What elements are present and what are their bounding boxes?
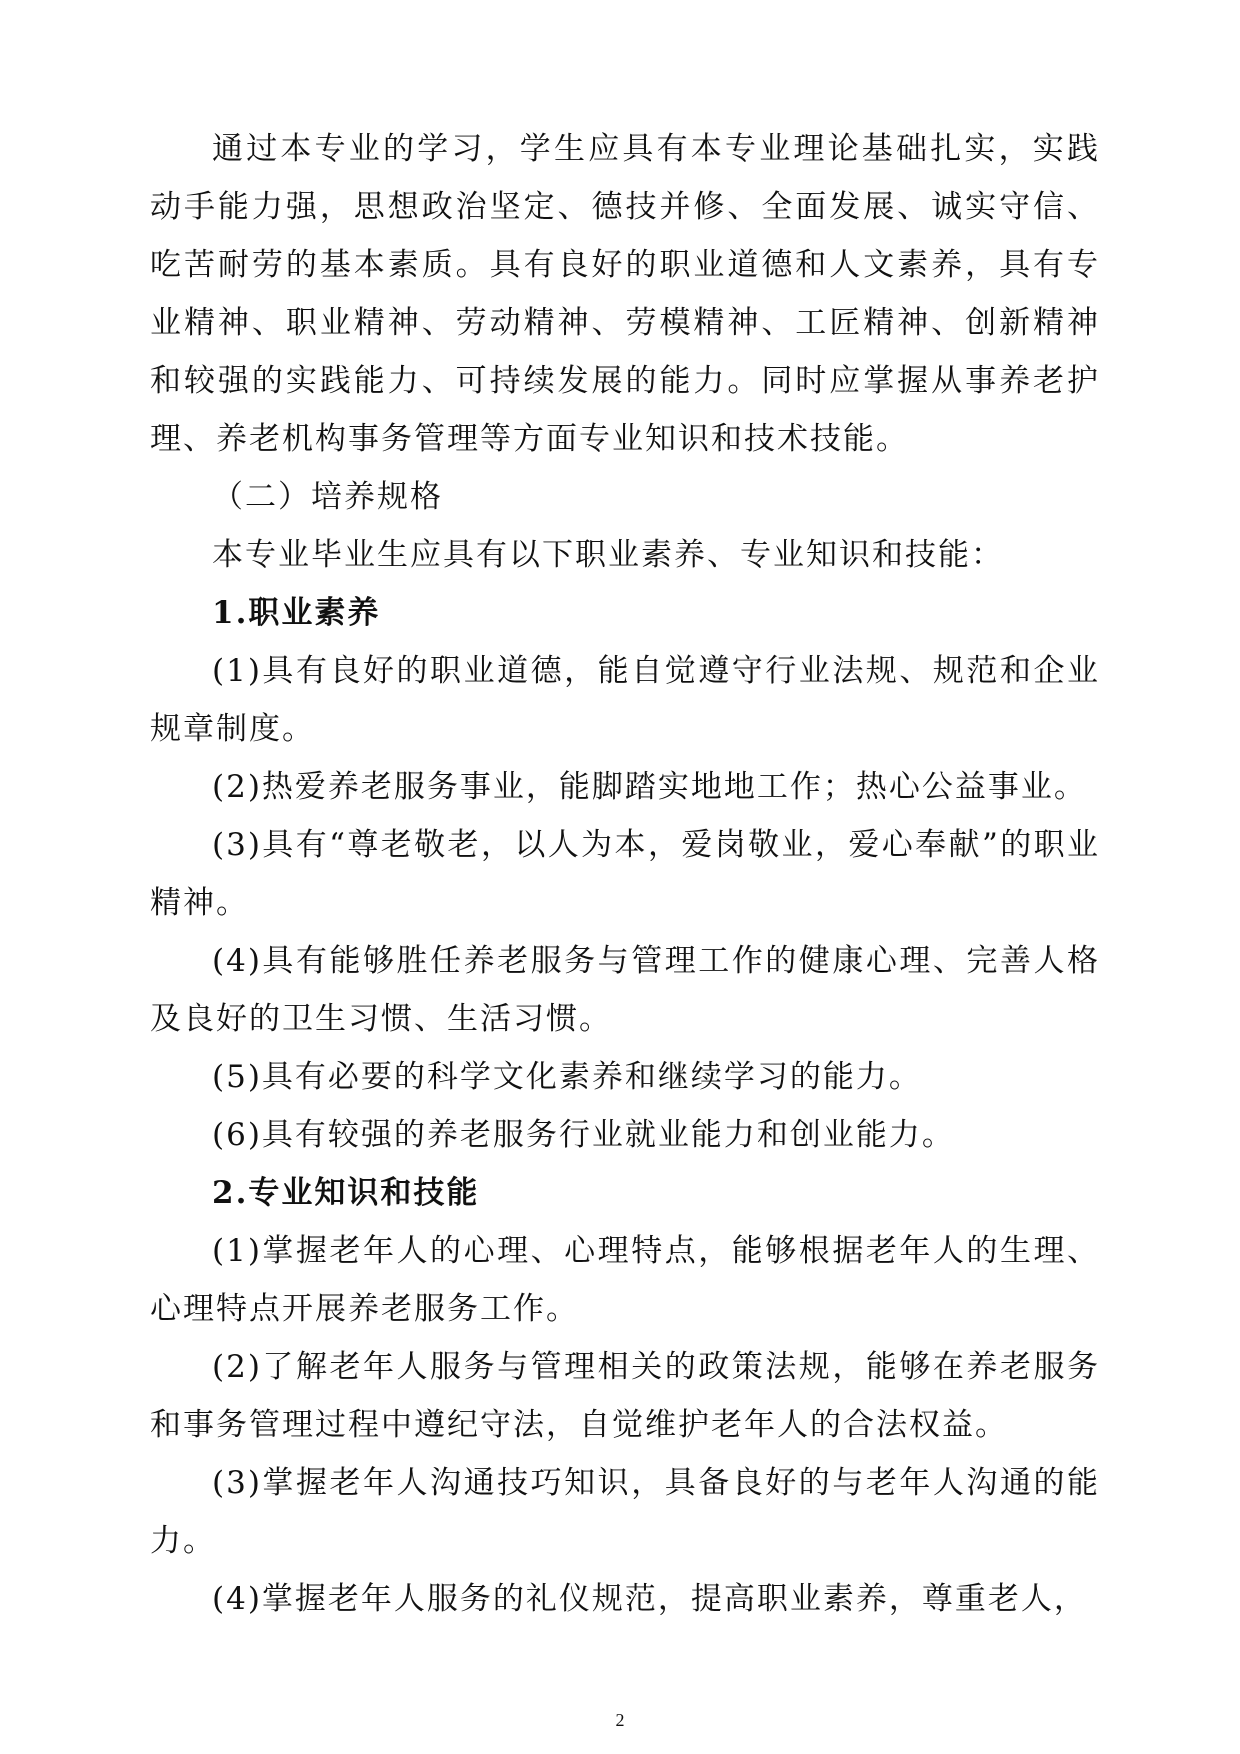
skill-item-4: (4)掌握老年人服务的礼仪规范，提高职业素养，尊重老人， [212,1581,1087,1617]
quality-item-2: (2)热爱养老服务事业，能脚踏实地地工作；热心公益事业。 [212,769,1087,805]
quality-item-5: (5)具有必要的科学文化素养和继续学习的能力。 [212,1059,922,1095]
skill-item-3: (3)掌握老年人沟通技巧知识，具备良好的与老年人沟通的能力。 [150,1465,1100,1559]
body-text [150,120,1100,1628]
skill-item-2: (2)了解老年人服务与管理相关的政策法规，能够在养老服务和事务管理过程中遵纪守法，自觉维护老年人的合法权益。 [150,1349,1100,1443]
subheading-knowledge-skills: 2.专业知识和技能 [212,1175,480,1211]
quality-item-3: (3)具有“尊老敬老，以人为本，爱岗敬业，爱心奉献”的职业精神。 [150,827,1100,921]
specs-intro-paragraph: 本专业毕业生应具有以下职业素养、专业知识和技能： [212,537,1004,573]
quality-item-4: (4)具有能够胜任养老服务与管理工作的健康心理、完善人格及良好的卫生习惯、生活习惯。 [150,943,1100,1037]
intro-paragraph: 通过本专业的学习，学生应具有本专业理论基础扎实，实践动手能力强，思想政治坚定、德技并修、全面发展、诚实守信、吃苦耐劳的基本素质。具有良好的职业道德和人文素养，具有专业精神、职业精神、劳动精神、劳模精神、工匠精神、创新精神和较强的实践能力、可持续发展的能力。同时应掌握从事养老护理、养老机构事务管理等方面专业知识和技术技能。 [150,131,1100,457]
skill-item-1: (1)掌握老年人的心理、心理特点，能够根据老年人的生理、心理特点开展养老服务工作。 [150,1233,1100,1327]
quality-item-1: (1)具有良好的职业道德，能自觉遵守行业法规、规范和企业规章制度。 [150,653,1100,747]
quality-item-6: (6)具有较强的养老服务行业就业能力和创业能力。 [212,1117,955,1153]
subheading-professional-qualities: 1.职业素养 [212,595,381,631]
page-number: 2 [615,1710,625,1730]
section-heading-training-specs: （二）培养规格 [212,479,443,515]
